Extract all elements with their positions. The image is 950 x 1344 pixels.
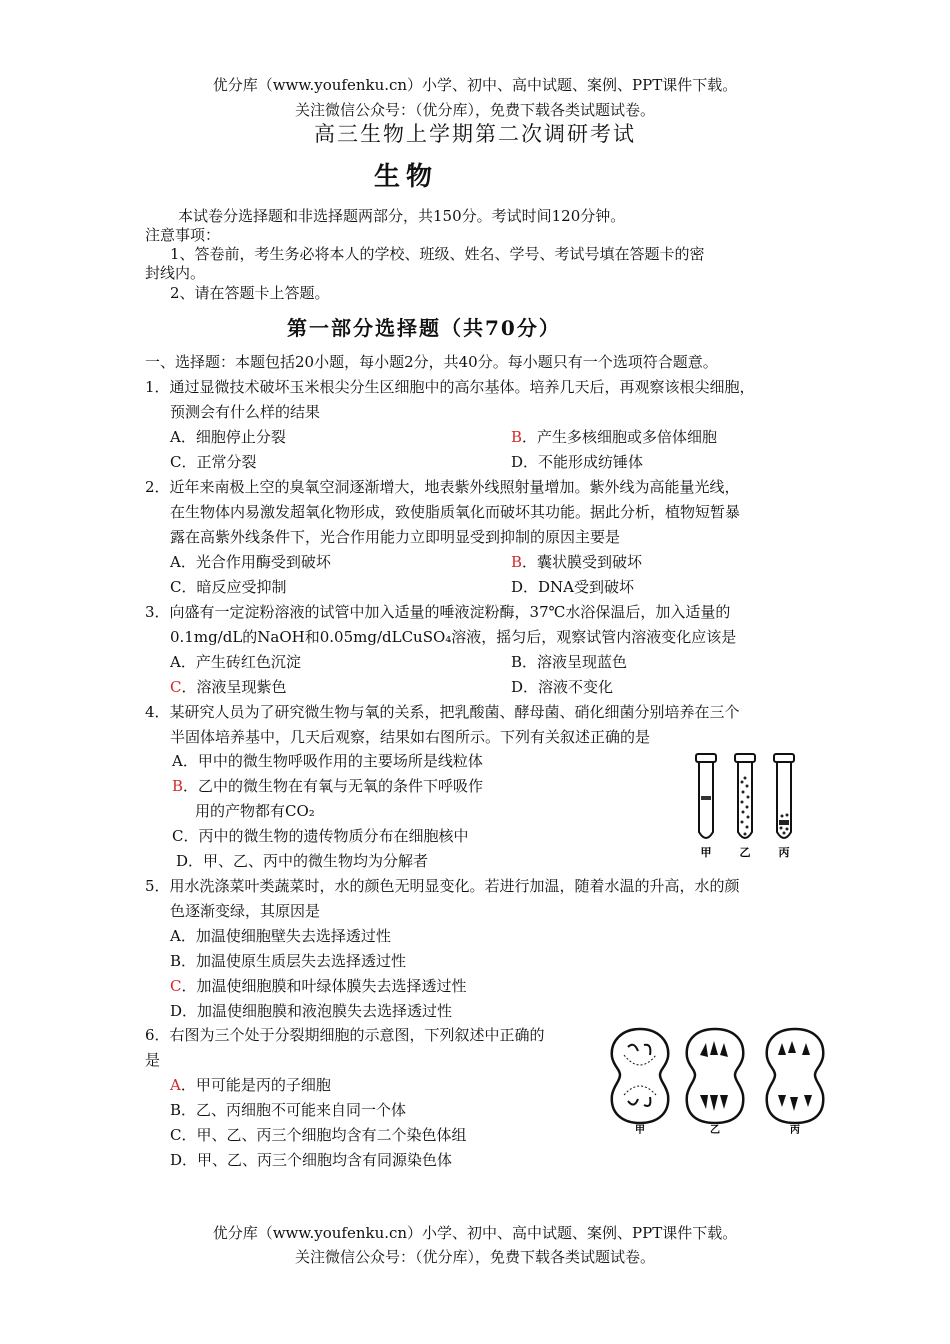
q5-option-b: B．加温使原生质层失去选择透过性 [170, 952, 407, 970]
header-line-2: 关注微信公众号：（优分库），免费下载各类试题试卷。 [294, 101, 655, 119]
q2-stem: 2．近年来南极上空的臭氧空洞逐渐增大，地表紫外线照射量增加。紫外线为高能量光线， [145, 478, 740, 496]
q6-option-a: A．甲可能是丙的子细胞 [170, 1076, 331, 1094]
q3-stem-cont: 0.1mg/dL的NaOH和0.05mg/dLCuSO₄溶液，摇匀后，观察试管内溶液变化应该是 [170, 628, 737, 646]
cell-yi-chromosomes [700, 1041, 728, 1111]
q6-option-b: B．乙、丙细胞不可能来自同一个体 [170, 1101, 407, 1119]
tube-label-yi: 乙 [739, 846, 751, 859]
cell-yi [687, 1029, 744, 1123]
q1-option-a: A．细胞停止分裂 [170, 428, 286, 446]
test-tube-2 [735, 754, 755, 838]
subject-title: 生物 [374, 162, 439, 192]
q5-option-c: C．加温使细胞膜和叶绿体膜失去选择透过性 [170, 977, 467, 995]
exam-title: 高三生物上学期第二次调研考试 [314, 122, 636, 146]
q1-option-b: B．产生多核细胞或多倍体细胞 [511, 428, 718, 446]
footer-line-1: 优分库（www.youfenku.cn）小学、初中、高中试题、案例、PPT课件下载。 [212, 1224, 738, 1242]
test-tube-3 [774, 754, 794, 838]
q4-option-c: C．丙中的微生物的遗传物质分布在细胞核中 [172, 827, 469, 845]
q4-option-a: A．甲中的微生物呼吸作用的主要场所是线粒体 [172, 752, 483, 770]
q6-stem-cont: 是 [145, 1051, 161, 1069]
dividing-cells-illustration [610, 1025, 835, 1135]
q5-option-a: A．加温使细胞壁失去选择透过性 [170, 927, 391, 945]
q5-stem: 5．用水洗涤菜叶类蔬菜时，水的颜色无明显变化。若进行加温，随着水温的升高，水的颜 [145, 877, 740, 895]
q6-option-d: D．甲、乙、丙三个细胞均含有同源染色体 [170, 1151, 453, 1169]
q3-option-b: B．溶液呈现蓝色 [511, 653, 628, 671]
q3-option-c: C．溶液呈现紫色 [170, 678, 287, 696]
q2-option-a: A．光合作用酶受到破坏 [170, 553, 331, 571]
q5-stem-cont: 色逐渐变绿，其原因是 [170, 902, 321, 920]
answer-mark: B [172, 777, 184, 795]
test-tube-figure [690, 752, 810, 862]
cell-label-yi: 乙 [710, 1125, 720, 1135]
q3-stem: 3．向盛有一定淀粉溶液的试管中加入适量的唾液淀粉酶，37℃水浴保温后，加入适量的 [145, 603, 731, 621]
q5-option-d: D．加温使细胞膜和液泡膜失去选择透过性 [170, 1002, 453, 1020]
q1-stem: 1．通过显微技术破坏玉米根尖分生区细胞中的高尔基体。培养几天后，再观察该根尖细胞， [145, 378, 755, 396]
cell-division-figure [610, 1025, 835, 1135]
q3-option-a: A．产生砖红色沉淀 [170, 653, 301, 671]
notice-2: 2、请在答题卡上答题。 [170, 284, 330, 302]
q4-option-b: B．乙中的微生物在有氧与无氧的条件下呼吸作 [172, 777, 484, 795]
q4-stem-cont: 半固体培养基中，几天后观察，结果如右图所示。下列有关叙述正确的是 [170, 728, 651, 746]
q2-option-c: C．暗反应受抑制 [170, 578, 287, 596]
tube-3-growth [779, 814, 789, 835]
tube-label-bing: 丙 [778, 846, 790, 859]
answer-mark: B [511, 553, 523, 571]
q6-option-c: C．甲、乙、丙三个细胞均含有二个染色体组 [170, 1126, 467, 1144]
notice-1: 1、答卷前，考生务必将本人的学校、班级、姓名、学号、考试号填在答题卡的密 [170, 245, 705, 263]
header-line-1: 优分库（www.youfenku.cn）小学、初中、高中试题、案例、PPT课件下载。 [212, 76, 738, 94]
exam-intro: 本试卷分选择题和非选择题两部分，共150分。考试时间120分钟。 [178, 207, 626, 225]
cell-bing [767, 1029, 824, 1123]
footer-line-2: 关注微信公众号：（优分库），免费下载各类试题试卷。 [294, 1248, 655, 1266]
q2-stem-cont: 在生物体内易激发超氧化物形成，致使脂质氧化而破坏其功能。据此分析，植物短暂暴 [170, 503, 741, 521]
answer-mark: A [170, 1076, 181, 1094]
q2-option-d: D．DNA受到破坏 [511, 578, 635, 596]
q4-option-d: D．甲、乙、丙中的微生物均为分解者 [176, 852, 429, 870]
q4-option-b-cont: 用的产物都有CO₂ [195, 802, 315, 820]
q2-stem-cont2: 露在高紫外线条件下，光合作用能力立即明显受到抑制的原因主要是 [170, 528, 621, 546]
answer-mark: B [511, 428, 523, 446]
section-title: 第一部分选择题（共70分） [287, 316, 561, 340]
q4-stem: 4．某研究人员为了研究微生物与氧的关系，把乳酸菌、酵母菌、硝化细菌分别培养在三个 [145, 703, 740, 721]
cell-label-jia: 甲 [635, 1125, 645, 1135]
tube-label-jia: 甲 [700, 846, 712, 859]
test-tubes-illustration [690, 752, 810, 862]
q2-option-b: B．囊状膜受到破坏 [511, 553, 643, 571]
notice-1-cont: 封线内。 [145, 264, 206, 282]
cell-bing-chromosomes [778, 1041, 812, 1111]
cell-label-bing: 丙 [790, 1125, 800, 1135]
section-instruction: 一、选择题：本题包括20小题，每小题2分，共40分。每小题只有一个选项符合题意。 [145, 353, 718, 371]
q6-stem: 6．右图为三个处于分裂期细胞的示意图，下列叙述中正确的 [145, 1026, 545, 1044]
q1-option-c: C．正常分裂 [170, 453, 257, 471]
tube-1-growth [701, 796, 711, 800]
q3-option-d: D．溶液不变化 [511, 678, 614, 696]
cell-jia [612, 1029, 668, 1123]
notice-title: 注意事项： [145, 226, 221, 244]
answer-mark: C [170, 977, 182, 995]
q1-option-d: D．不能形成纺锤体 [511, 453, 644, 471]
q1-stem-cont: 预测会有什么样的结果 [170, 403, 321, 421]
answer-mark: C [170, 678, 182, 696]
tube-2-growth [741, 777, 750, 836]
